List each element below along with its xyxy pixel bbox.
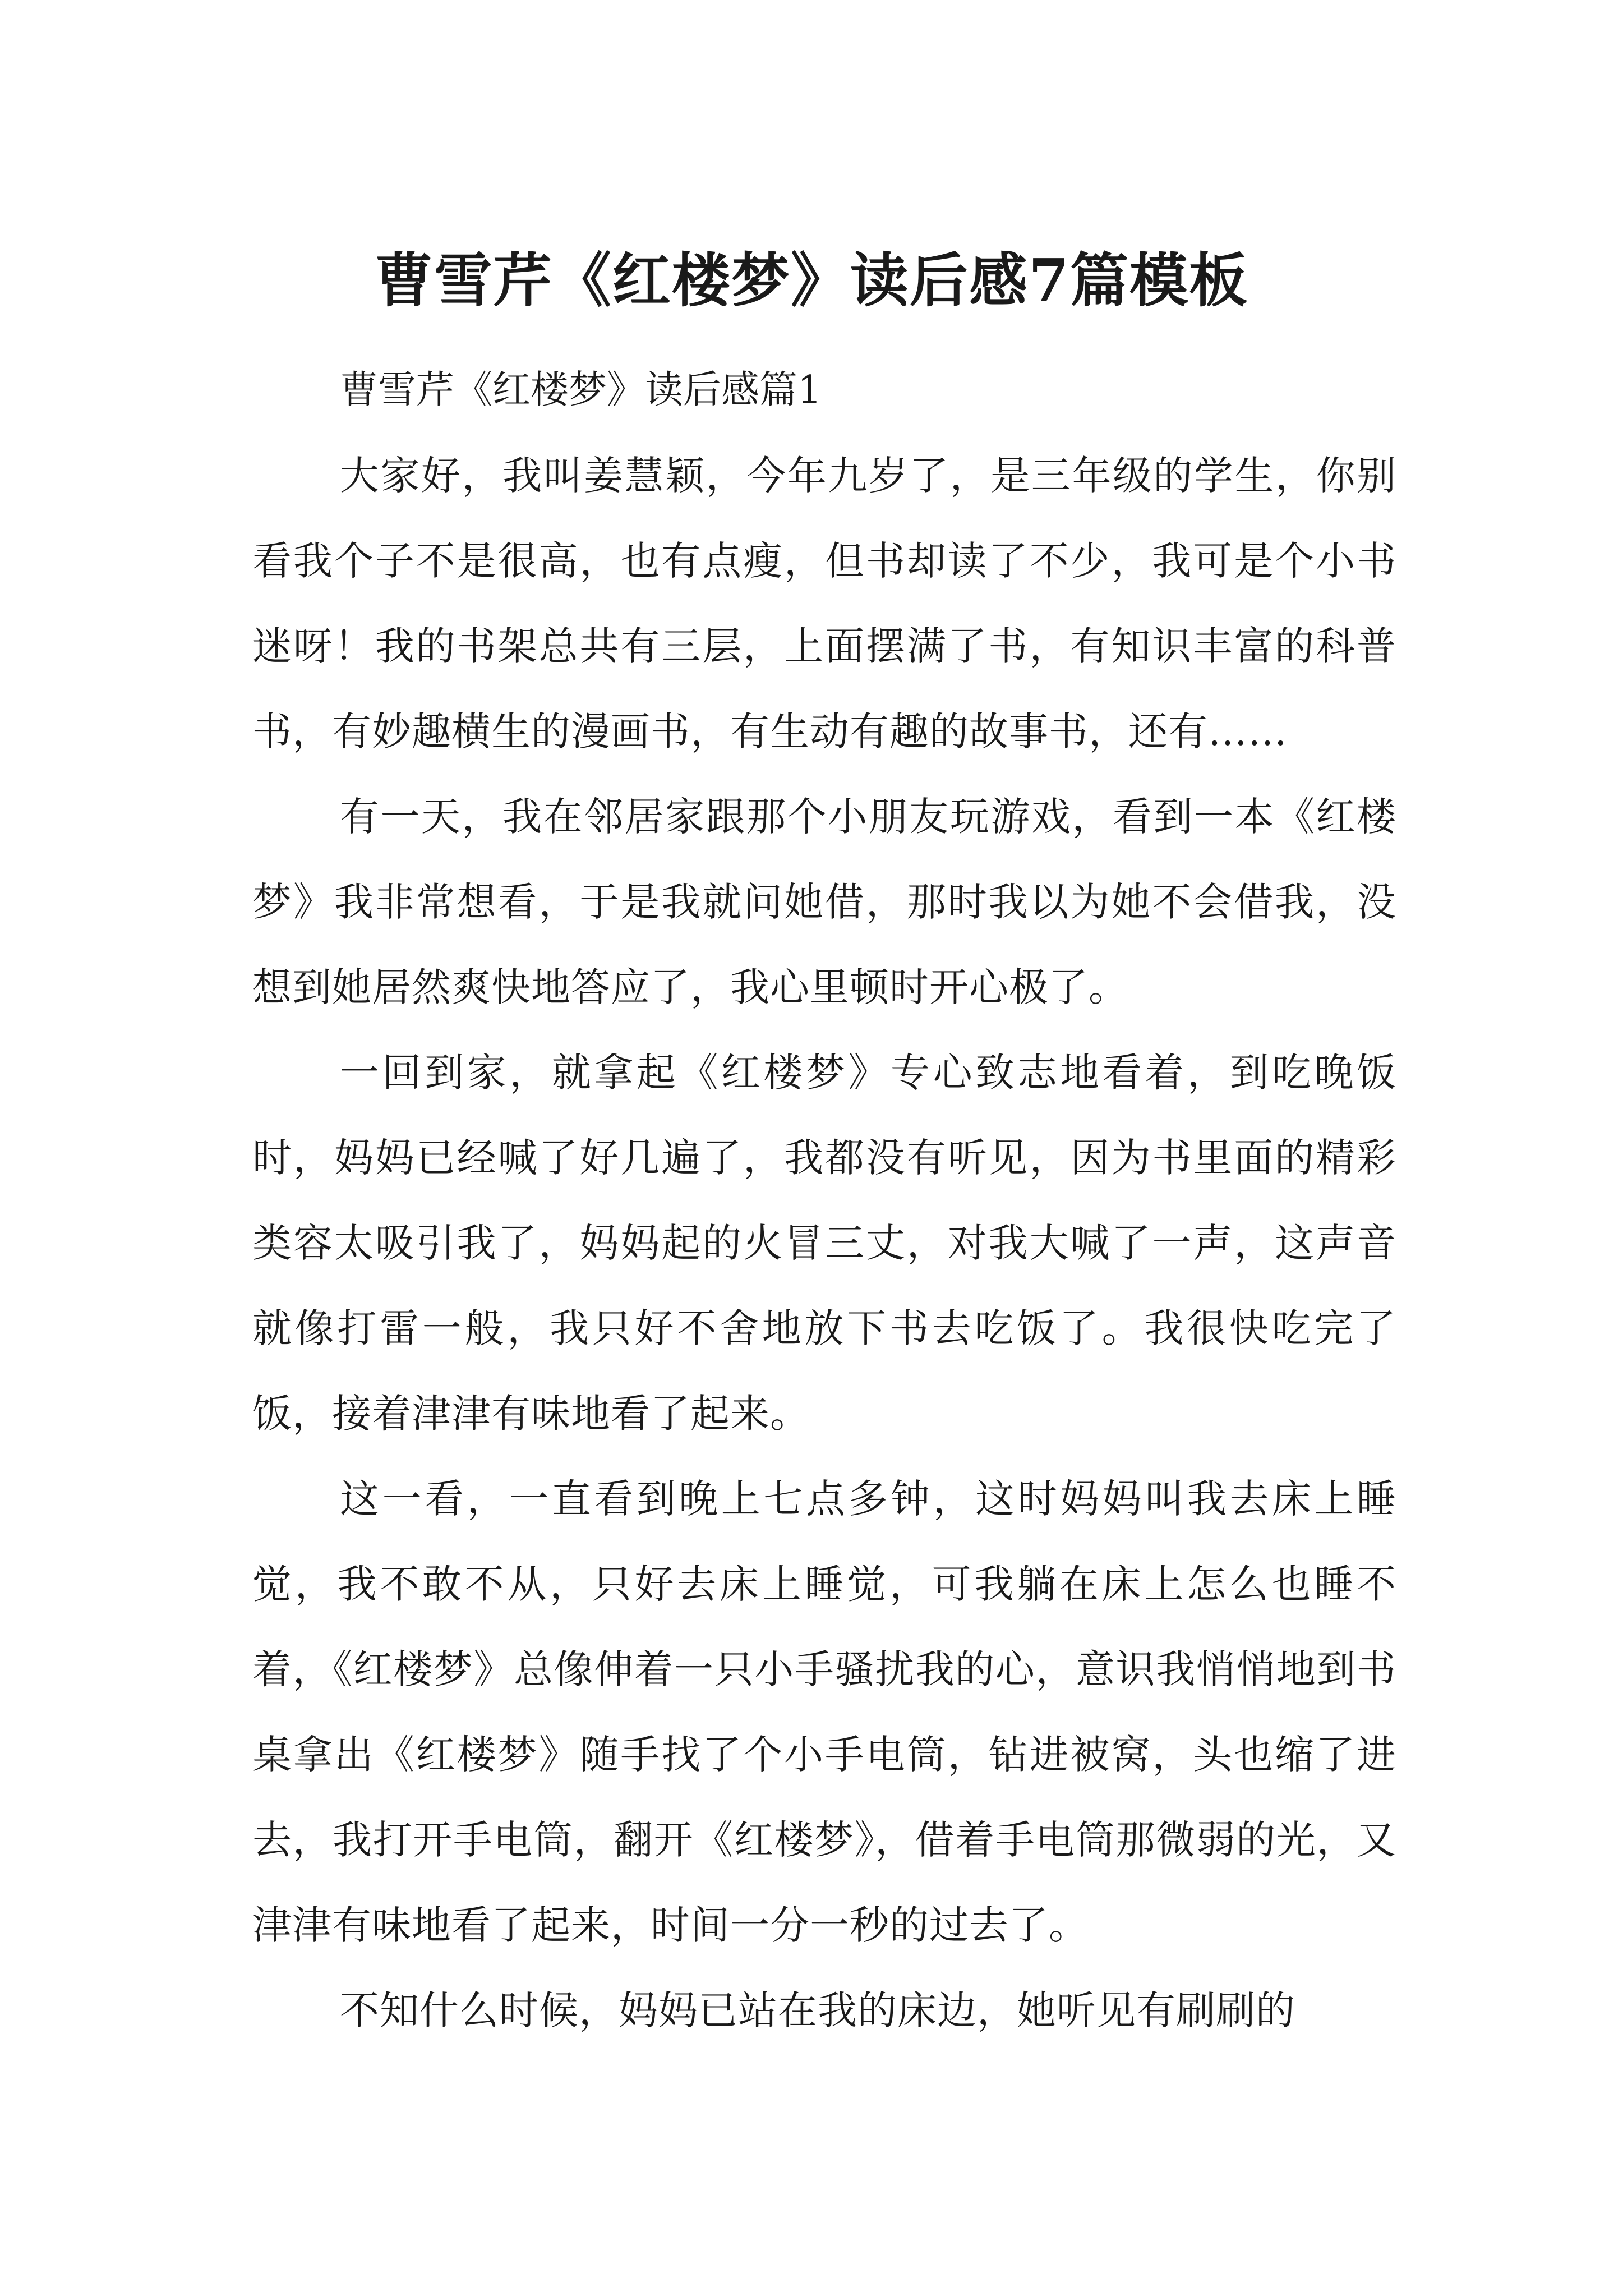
paragraph-4: 这一看，一直看到晚上七点多钟，这时妈妈叫我去床上睡觉，我不敢不从，只好去床上睡觉，可我躺在床上怎么也睡不着，《红楼梦》总像伸着一只小手骚扰我的心，意识我悄悄地到书桌拿出《红楼梦》随手找了个小手电筒，钻进被窝，头也缩了进去，我打开手电筒，翻开《红楼梦》，借着手电筒那微弱的光，又津津有味地看了起来，时间一分一秒的过去了。 — [252, 1476, 1396, 1948]
paragraph-5: 不知什么时候，妈妈已站在我的床边，她听见有刷刷的 — [340, 1987, 1295, 2033]
paragraph-1: 大家好，我叫姜慧颖，今年九岁了，是三年级的学生，你别看我个子不是很高，也有点瘦，但书却读了不少，我可是个小书迷呀！我的书架总共有三层，上面摆满了书，有知识丰富的科普书，有妙趣横生的漫画书，有生动有趣的故事书，还有…… — [252, 453, 1396, 754]
section-heading: 曹雪芹《红楼梦》读后感篇1 — [340, 368, 822, 412]
document-body — [252, 348, 1396, 2053]
paragraph-2: 有一天，我在邻居家跟那个小朋友玩游戏，看到一本《红楼梦》我非常想看，于是我就问她借，那时我以为她不会借我，没想到她居然爽快地答应了，我心里顿时开心极了。 — [252, 794, 1396, 1010]
paragraph-3: 一回到家，就拿起《红楼梦》专心致志地看着，到吃晚饭时，妈妈已经喊了好几遍了，我都没有听见，因为书里面的精彩类容太吸引我了，妈妈起的火冒三丈，对我大喊了一声，这声音就像打雷一般，我只好不舍地放下书去吃饭了。我很快吃完了饭，接着津津有味地看了起来。 — [252, 1050, 1396, 1437]
document-title: 曹雪芹《红楼梦》读后感7篇模板 — [374, 245, 1249, 315]
